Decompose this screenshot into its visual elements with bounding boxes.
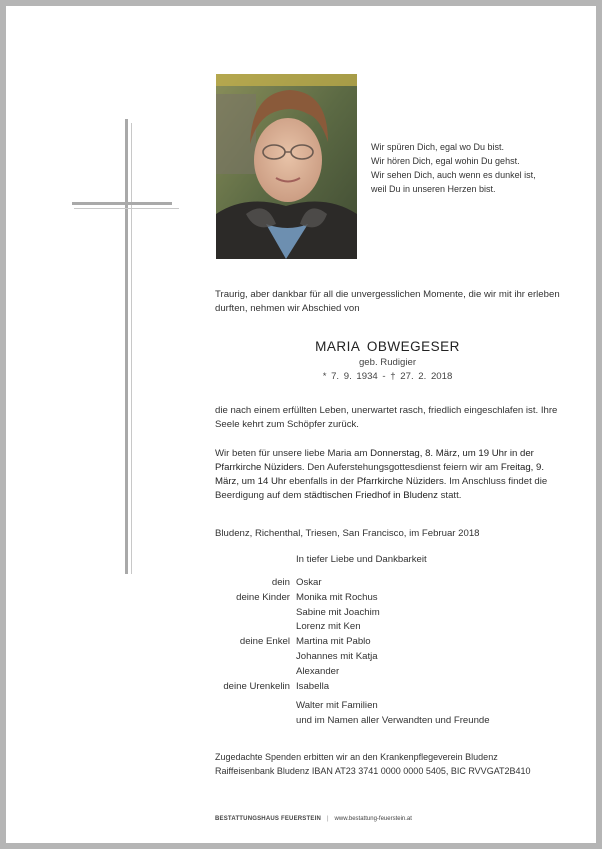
relative-row	[206, 665, 490, 680]
relative-row	[206, 620, 490, 635]
relative-name: Alexander	[296, 665, 340, 677]
poem-line: Wir hören Dich, egal wohin Du gehst.	[371, 156, 520, 166]
service-text: . Im Anschluss findet die Beerdigung auf dem	[215, 476, 548, 501]
service-highlight: Pfarrkirche Nüziders	[356, 476, 444, 487]
service-paragraph	[215, 447, 560, 503]
cross-horizontal-bar	[72, 202, 172, 205]
poem-line: weil Du in unseren Herzen bist.	[371, 184, 496, 194]
donation-bank-line: Raiffeisenbank Bludenz IBAN AT23 3741 0000 0000 5405, BIC RVVGAT2B410	[215, 766, 531, 776]
deceased-block	[215, 338, 560, 384]
footer-separator: |	[326, 816, 329, 822]
relative-row	[206, 714, 490, 729]
relative-label: deine Urenkelin	[223, 680, 290, 692]
memorial-poem	[371, 140, 581, 196]
footer	[215, 816, 412, 822]
relative-name: Martina mit Pablo	[296, 636, 371, 648]
relative-row	[206, 576, 490, 591]
love-line: In tiefer Liebe und Dankbarkeit	[296, 554, 427, 565]
poem-line: Wir sehen Dich, auch wenn es dunkel ist,	[371, 170, 536, 180]
relative-name: und im Namen aller Verwandten und Freunde	[296, 715, 490, 727]
birth-name: geb. Rudigier	[358, 357, 417, 368]
portrait-photo	[216, 74, 357, 259]
service-text: . Den Auferstehungsgottesdienst feiern wir am	[301, 462, 501, 473]
poem-line: Wir spüren Dich, egal wo Du bist.	[371, 142, 505, 152]
service-highlight: städtischen Friedhof in Bludenz	[304, 490, 438, 501]
relative-label: deine Kinder	[236, 591, 290, 603]
obituary-page	[6, 6, 596, 843]
relative-row	[206, 680, 490, 695]
relative-row	[206, 606, 490, 621]
relative-label: dein	[271, 577, 290, 588]
relative-name: Oskar	[296, 577, 322, 588]
relative-name: Sabine mit Joachim	[296, 606, 380, 618]
deceased-name: MARIA OBWEGESER	[315, 339, 460, 354]
donation-note	[215, 750, 560, 778]
intro-paragraph: Traurig, aber dankbar für all die unvergesslichen Momente, die wir mit ihr erleben durften, nehmen wir Abschied von	[215, 289, 560, 314]
funeral-home-url[interactable]: www.bestattung-feuerstein.at	[334, 816, 412, 822]
service-text: ebenfalls in der	[286, 476, 357, 487]
donation-line: Zugedachte Spenden erbitten wir an den Krankenpflegeverein Bludenz	[215, 752, 498, 762]
life-dates: * 7. 9. 1934 - † 27. 2. 2018	[322, 371, 453, 382]
passing-paragraph: die nach einem erfüllten Leben, unerwartet rasch, friedlich eingeschlafen ist. Ihre Seele kehrt zum Schöpfer zurück.	[215, 405, 558, 430]
relative-name: Walter mit Familien	[296, 700, 378, 712]
relatives-list	[206, 576, 490, 729]
relative-row	[206, 591, 490, 606]
relative-name: Lorenz mit Ken	[296, 621, 361, 633]
service-text: Wir beten für unsere liebe Maria am	[215, 448, 371, 459]
relative-row	[206, 650, 490, 665]
relative-name: Isabella	[296, 680, 330, 692]
service-highlight: Donnerstag, 8. März, um 19 Uhr in der Pfarrkirche Nüziders	[215, 448, 534, 473]
relative-row	[206, 699, 490, 714]
cross-vertical-line	[131, 123, 132, 574]
place-date: Bludenz, Richenthal, Triesen, San Francisco, im Februar 2018	[215, 528, 480, 539]
cross-vertical-bar	[125, 119, 128, 574]
relative-label: deine Enkel	[239, 636, 290, 648]
portrait-illustration	[216, 74, 357, 259]
funeral-home-name: BESTATTUNGSHAUS FEUERSTEIN	[215, 816, 321, 822]
service-highlight: Freitag, 9. März, um 14 Uhr	[215, 462, 545, 487]
cross-horizontal-line	[74, 208, 179, 209]
service-text: statt.	[437, 490, 462, 501]
relative-name: Johannes mit Katja	[296, 650, 378, 662]
relative-name: Monika mit Rochus	[296, 591, 378, 603]
relative-row	[206, 635, 490, 650]
